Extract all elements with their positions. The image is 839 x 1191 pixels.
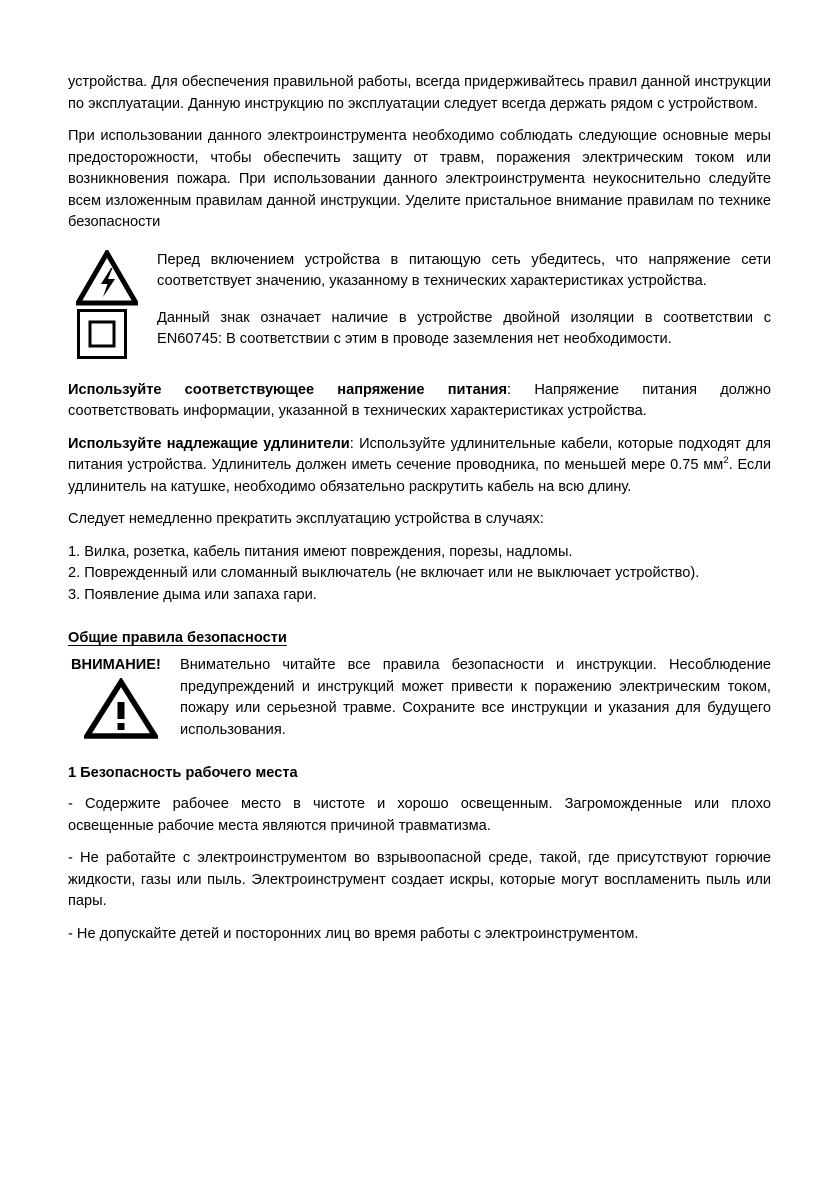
attention-label: ВНИМАНИЕ! — [71, 657, 161, 673]
bullet-no-explosive-environment: - Не работайте с электроинструментом во взрывоопасной среде, такой, где присутствуют горючие жидкости, газы или пыль. Электроинструмент создает искры, которые могут воспламенить пыль или пары. — [68, 850, 771, 909]
paragraph-device-instructions: устройства. Для обеспечения правильной работы, всегда придерживайтесь правил данной инструкции по эксплуатации. Данную инструкцию по эксплуатации следует всегда держать рядом с устройством. — [68, 74, 771, 112]
warning-triangle-exclamation-icon — [84, 678, 158, 740]
paragraph-stop-use-intro: Следует немедленно прекратить эксплуатацию устройства в случаях: — [68, 511, 544, 527]
attention-left-column — [68, 655, 180, 740]
extension-cords-text-before: Используйте удлинительные кабели, которые подходят для питания устройства. Удлинитель должен иметь сечение проводника, по меньшей мере 0.75 мм — [68, 435, 771, 473]
double-insulation-square-icon — [76, 308, 128, 360]
attention-text: Внимательно читайте все правила безопасности и инструкции. Несоблюдение предупреждений и инструкций может привести к поражению электрическим током, пожару или серьезной травме. Сохраните все инструкции и указания для будущего использования. — [180, 657, 771, 738]
warning-voltage-block — [68, 250, 771, 306]
heading-general-safety: Общие правила безопасности — [68, 630, 287, 646]
power-supply-text: Напряжение питания должно соответствовать информации, указанной в технических характеристиках устройства. — [68, 381, 771, 419]
stop-use-list — [68, 542, 771, 607]
heading-workplace-safety: 1 Безопасность рабочего места — [68, 765, 298, 781]
extension-cords-lead: Используйте надлежащие удлинители — [68, 435, 350, 452]
paragraph-general-precautions: При использовании данного электроинструмента необходимо соблюдать следующие основные меры предосторожности, чтобы обеспечить защиту от травм, поражения электрическим током или возникновения пожара. При использовании данного электроинструмента неукоснительно следуйте всем изложенным правилам данной инструкции. Уделите пристальное внимание правилам по технике безопасности — [68, 128, 771, 230]
page-content — [68, 72, 771, 956]
list-item: 1. Вилка, розетка, кабель питания имеют повреждения, порезы, надломы. — [68, 543, 573, 560]
double-insulation-text: Данный знак означает наличие в устройстве двойной изоляции в соответствии с EN60745: В соответствии с этим в проводе заземления нет необходимости. — [157, 309, 771, 347]
warning-voltage-text: Перед включением устройства в питающую сеть убедитесь, что напряжение сети соответствует значению, указанному в технических характеристиках устройства. — [157, 251, 771, 289]
double-insulation-icon-cell — [68, 308, 157, 360]
attention-icon-cell — [68, 677, 180, 740]
power-supply-separator: : — [507, 381, 535, 398]
extension-cords-text-after: . Если удлинитель на катушке, необходимо обязательно раскрутить кабель на всю длину. — [68, 457, 771, 495]
double-insulation-block — [68, 308, 771, 360]
list-item: 3. Появление дыма или запаха гари. — [68, 586, 317, 603]
square-millimeter-superscript: 2 — [723, 455, 729, 467]
bullet-keep-children-away: - Не допускайте детей и посторонних лиц во время работы с электроинструментом. — [68, 925, 639, 942]
list-item: 2. Поврежденный или сломанный выключатель (не включает или не выключает устройство). — [68, 565, 700, 581]
warning-voltage-icon-cell — [68, 250, 157, 306]
warning-triangle-lightning-icon — [76, 250, 138, 306]
power-supply-lead: Используйте соответствующее напряжение питания — [68, 381, 508, 398]
paragraph-extension-cords — [68, 434, 771, 499]
extension-cords-separator: : — [349, 435, 360, 452]
paragraph-power-supply — [68, 380, 771, 423]
bullet-keep-workplace-clean: - Содержите рабочее место в чистоте и хорошо освещенным. Загроможденные или плохо освещенные рабочие места являются причиной травматизма. — [68, 796, 771, 834]
attention-block — [68, 655, 771, 741]
